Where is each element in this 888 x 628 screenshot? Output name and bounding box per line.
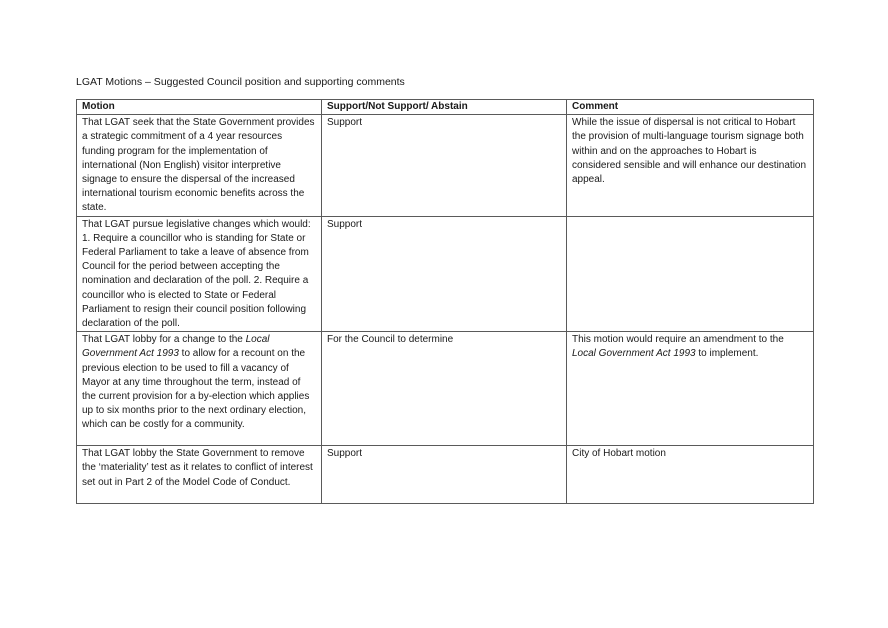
comment-cell: City of Hobart motion	[567, 446, 814, 504]
motion-cell: That LGAT seek that the State Government provides a strategic commitment of a 4 year resources funding program for the implementation of international (Non English) visitor interpretive signage to ensure the dispersal of the increased international tourism economic benefits across the state.	[77, 115, 322, 216]
table-row	[77, 446, 814, 504]
table-row	[77, 216, 814, 332]
motion-cell: That LGAT pursue legislative changes which would: 1. Require a councillor who is standing for State or Federal Parliament to take a leave of absence from Council for the period between accepting the nomination and declaration of the poll. 2. Require a councillor who is elected to State or Federal Parliament to resign their council position following declaration of the poll.	[77, 216, 322, 332]
header-comment: Comment	[567, 100, 814, 115]
act-reference: Local Government Act 1993	[82, 334, 270, 360]
comment-text-pre: This motion would require an amendment to the	[572, 334, 784, 346]
motions-table	[76, 99, 814, 504]
position-cell: Support	[322, 446, 567, 504]
header-motion: Motion	[77, 100, 322, 115]
table-header-row	[77, 100, 814, 115]
comment-cell: While the issue of dispersal is not critical to Hobart the provision of multi-language tourism signage both within and on the approaches to Hobart is considered sensible and will enhance our destination appeal.	[567, 115, 814, 216]
comment-cell	[567, 332, 814, 446]
motion-text-post: to allow for a recount on the previous election to be used to fill a vacancy of Mayor at any time throughout the term, instead of the current provision for a by-election which applies up to six months prior to the next ordinary election, which can be costly for a community.	[82, 348, 310, 431]
motion-cell: That LGAT lobby the State Government to remove the ‘materiality’ test as it relates to conflict of interest set out in Part 2 of the Model Code of Conduct.	[77, 446, 322, 504]
header-position: Support/Not Support/ Abstain	[322, 100, 567, 115]
page-title: LGAT Motions – Suggested Council position and supporting comments	[76, 76, 405, 88]
act-reference: Local Government Act 1993	[572, 348, 696, 360]
table-row	[77, 332, 814, 446]
position-cell: Support	[322, 216, 567, 332]
table-row	[77, 115, 814, 216]
position-cell: Support	[322, 115, 567, 216]
position-cell: For the Council to determine	[322, 332, 567, 446]
motion-cell	[77, 332, 322, 446]
comment-text-post: to implement.	[695, 348, 759, 360]
comment-cell	[567, 216, 814, 332]
motion-text-pre: That LGAT lobby for a change to the	[82, 334, 246, 346]
